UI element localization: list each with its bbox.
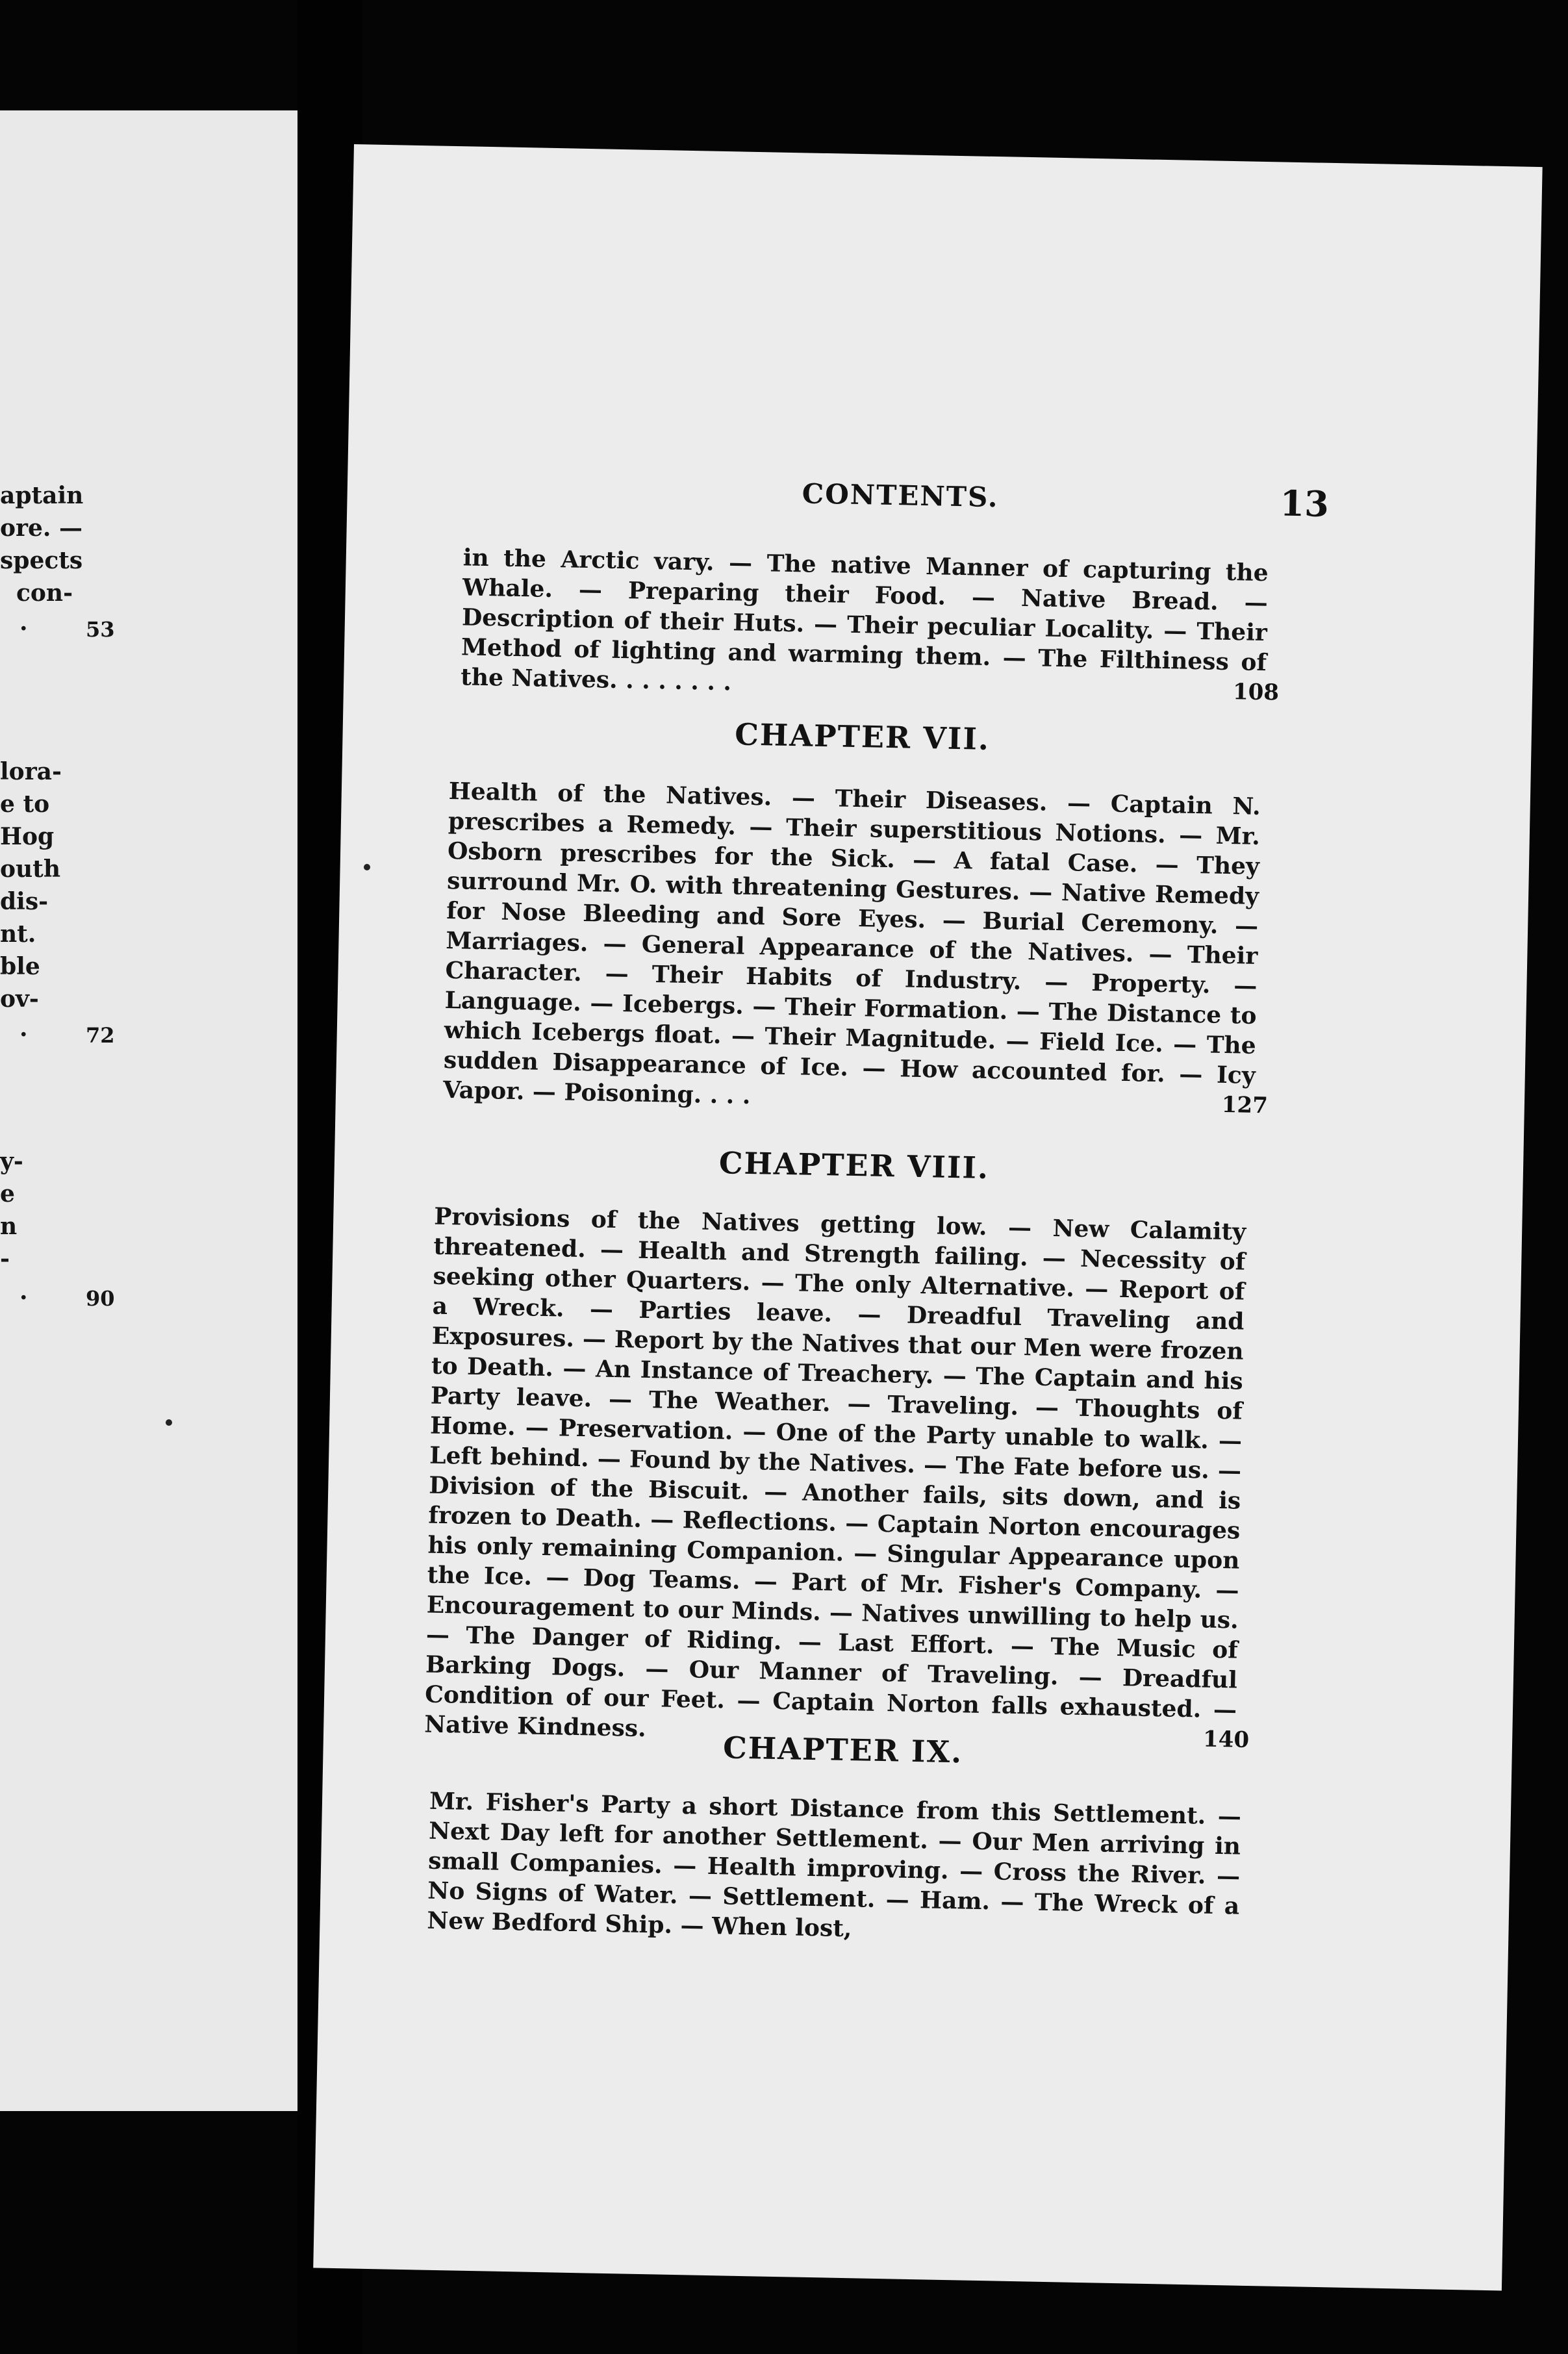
page-number: 13 [1280,482,1330,525]
left-page-ref: 72 [86,1023,115,1048]
left-fragment: . [19,609,28,636]
contents-entry [424,1202,1250,1755]
left-fragment: con- [16,579,73,607]
left-fragment: y- [0,1148,23,1175]
left-fragment: ble [0,953,40,980]
left-page-ref: 53 [86,617,115,642]
chapter-heading: CHAPTER IX. [722,1730,963,1770]
entry-page-number: 127 [1221,1091,1269,1119]
left-fragment: - [0,1245,10,1272]
entry-page-number: 108 [1232,679,1280,706]
left-fragment: Hog [0,823,55,850]
chapter-heading: CHAPTER VII. [734,716,991,757]
print-speck [166,1419,172,1426]
left-fragment: aptain [0,482,84,509]
entry-text: Mr. Fisher's Party a short Distance from this Settlement. — Next Day left for another Settlement. — Our Men arriving in small Companies. — Health improving. — Cross the River. — No Signs of Water. — Settlement. — Ham. — The Wreck of a New Bedford Ship. — When lost, [427,1787,1242,1943]
contents-entry [442,776,1269,1120]
left-page-ref: 90 [86,1286,115,1311]
left-fragment: ore. — [0,514,82,542]
left-fragment: lora- [0,758,62,785]
left-fragment: n [0,1213,18,1240]
left-fragment: . [19,1278,28,1305]
entry-text: in the Arctic vary. — The native Manner of capturing the Whale. — Preparing their Food. — Native Bread. — Description of their Huts. — Their peculiar Locality. — Their Method of lighting and warming them. — The Filthiness of the Natives. . . . . . . . [460,544,1269,696]
left-fragment: e [0,1180,15,1208]
previous-page-fragment [0,110,297,2111]
chapter-heading: CHAPTER VIII. [718,1145,990,1186]
left-fragment: outh [0,855,60,883]
left-fragment: . [19,1015,28,1042]
left-fragment: nt. [0,920,36,948]
left-fragment: dis- [0,888,49,915]
contents-page [313,144,1542,2291]
left-fragment: spects [0,547,83,574]
entry-page-number: 140 [1202,1726,1250,1753]
contents-entry [460,542,1280,707]
entry-text: Provisions of the Natives getting low. — New Calamity threatened. — Health and Strength failing. — Necessity of seeking other Quarters. — The only Alternative. — Report of a Wreck. — Parties leave. — Dreadful Traveling and Exposures. — Report by the Natives that our Men were frozen to Death. — An Instance of Treachery. — The Captain and his Party leave. — The Weather. — Traveling. — Thoughts of Home. — Preservation. — One of the Party unable to walk. — Left behind. — Found by the Natives. — The Fate before us. — Division of the Biscuit. — Another fails, sits down, and is frozen to Death. — Reflections. — Captain Norton encourages his only remaining Companion. — Singular Appearance upon the Ice. — Dog Teams. — Part of Mr. Fisher's Company. — Encouragement to our Minds. — Natives unwilling to help us. — The Danger of Riding. — Last Effort. — The Music of Barking Dogs. — Our Manner of Traveling. — Dreadful Condition of our Feet. — Captain Norton falls exhausted. — Native Kindness. [424,1202,1246,1743]
contents-entry [427,1786,1241,1951]
print-speck [364,864,370,870]
left-fragment: ov- [0,985,39,1013]
entry-text: Health of the Natives. — Their Diseases. — Captain N. prescribes a Remedy. — Their superstitious Notions. — Mr. Osborn prescribes for the Sick. — A fatal Case. — They surround Mr. O. with threatening Gestures. — Native Remedy for Nose Bleeding and Sore Eyes. — Burial Ceremony. — Marriages. — General Appearance of the Natives. — Their Character. — Their Habits of Industry. — Property. — Language. — Icebergs. — Their Formation. — The Distance to which Icebergs float. — Their Magnitude. — Field Ice. — The sudden Disappearance of Ice. — How accounted for. — Icy Vapor. — Poisoning. . . . [442,777,1261,1109]
page-title: CONTENTS. [802,477,999,514]
left-fragment: e to [0,791,50,818]
